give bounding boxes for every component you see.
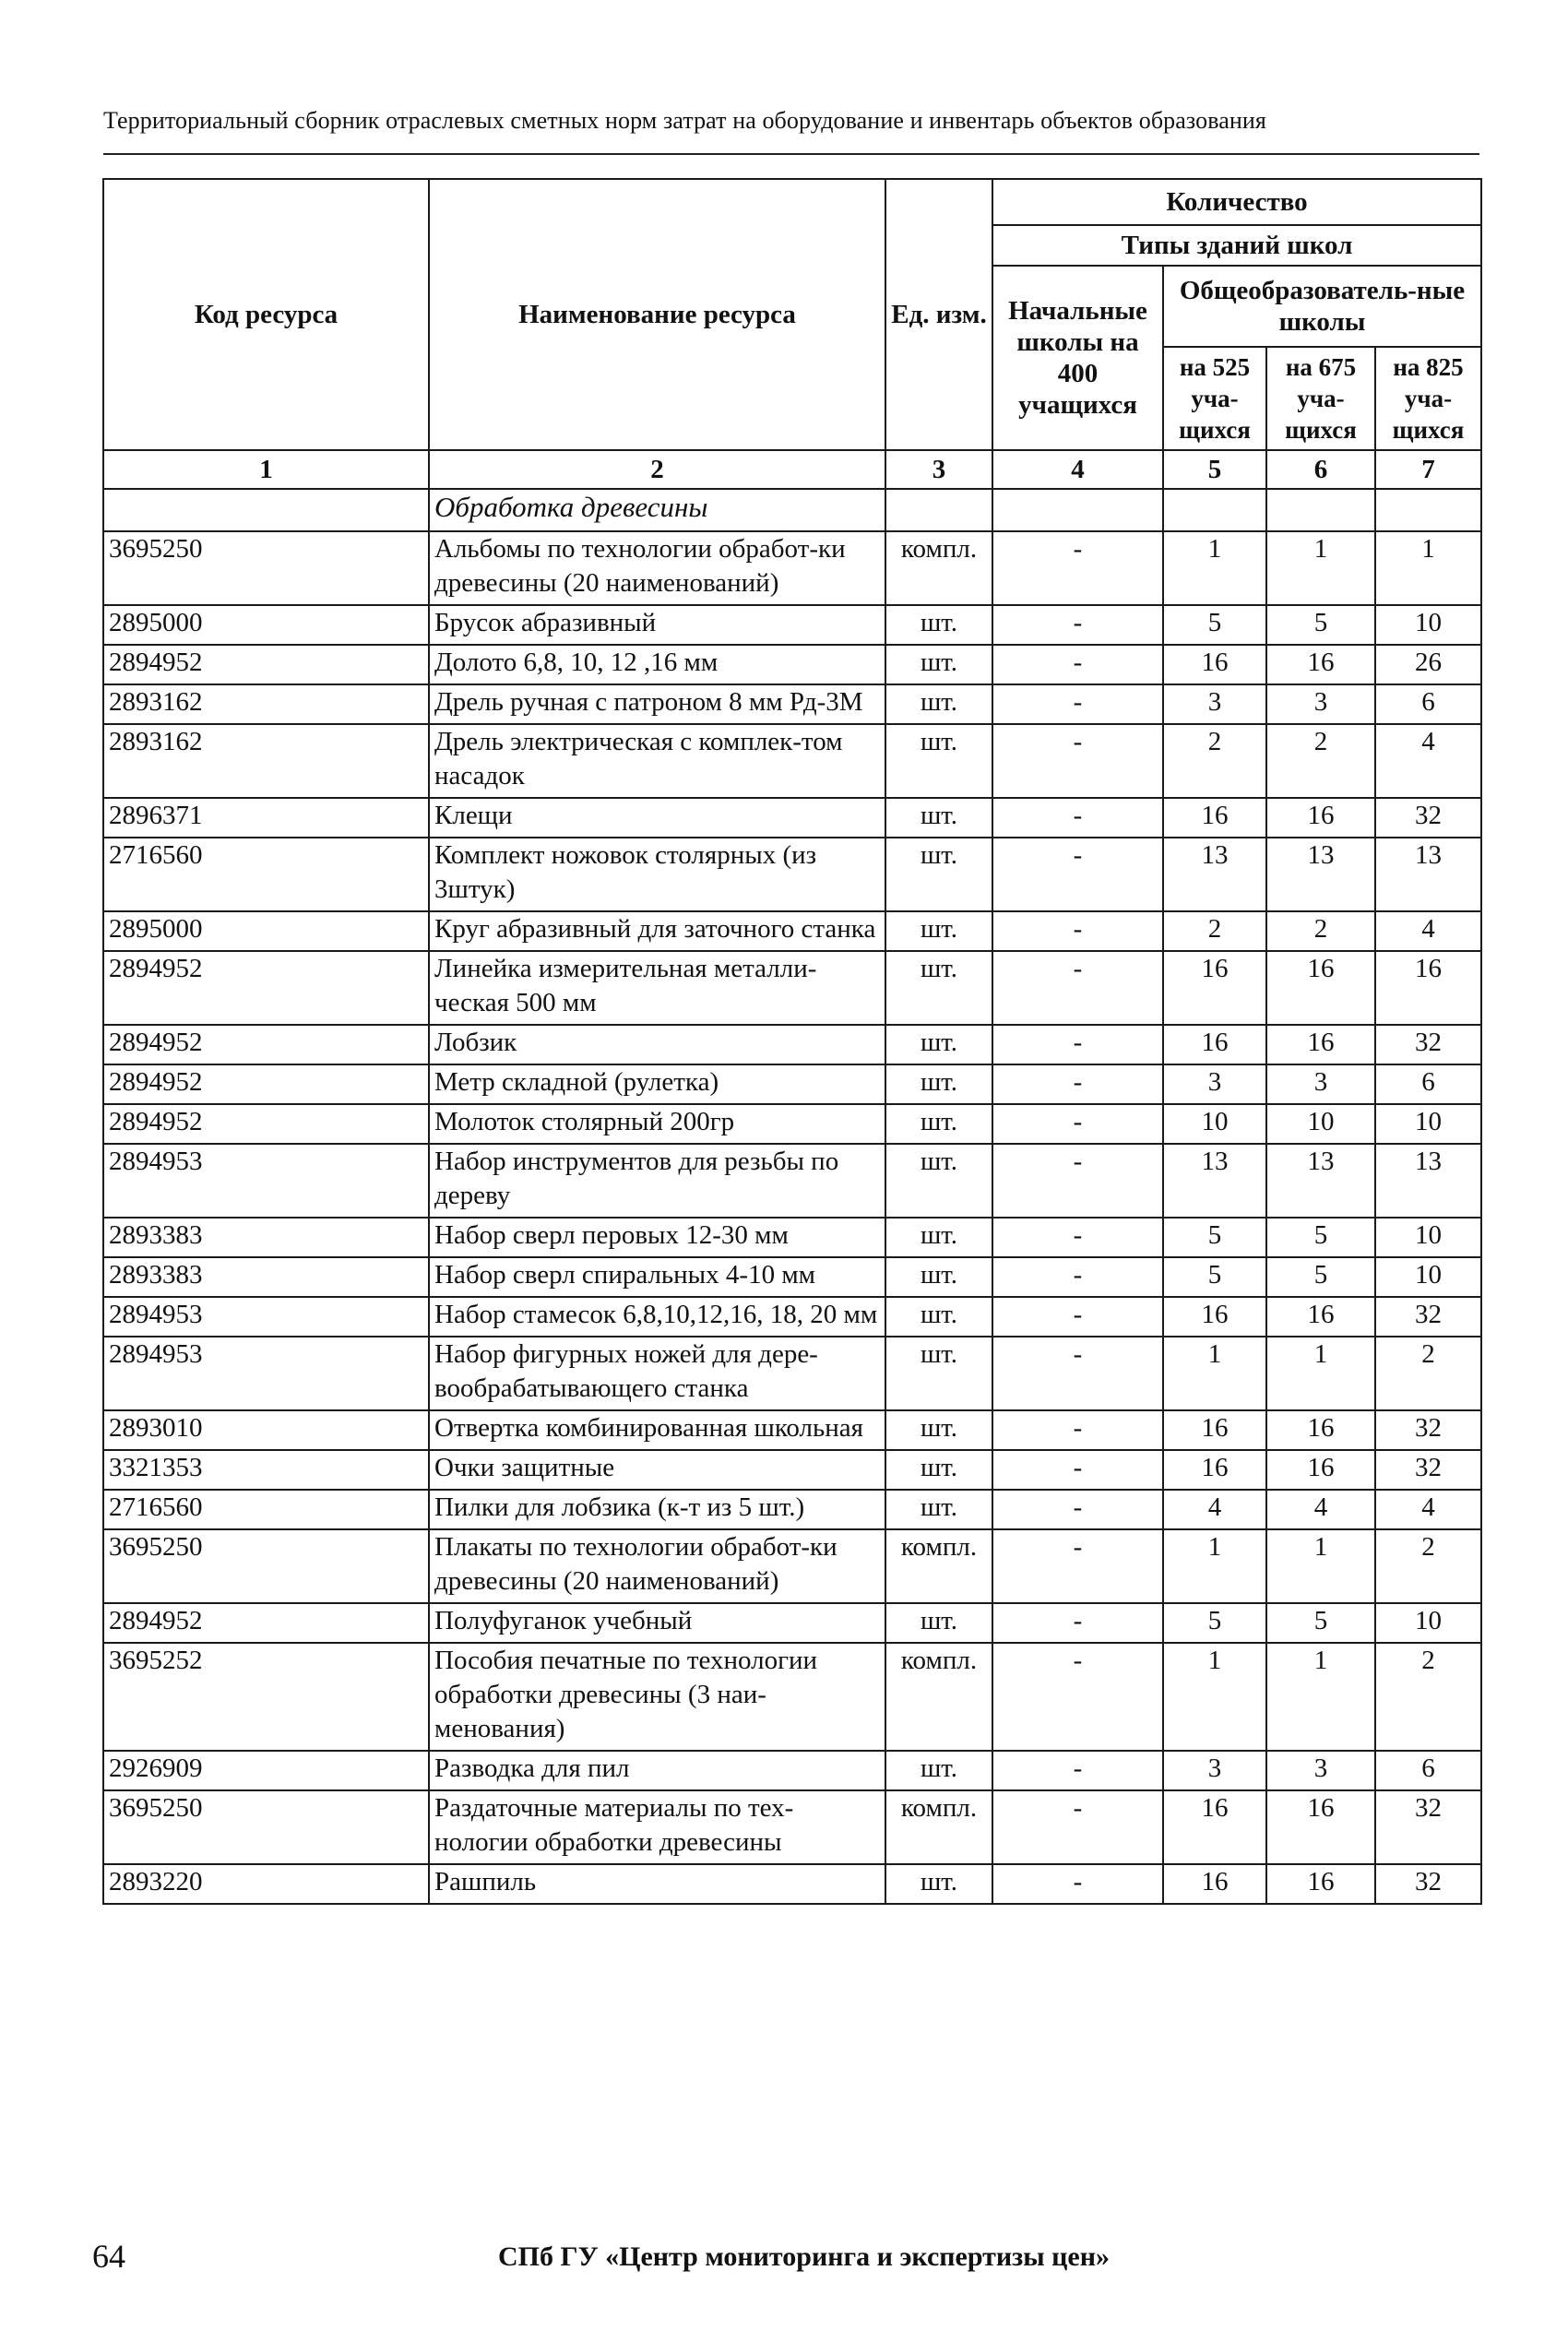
row-name: Дрель электрическая с комплек-том насадок — [429, 724, 885, 798]
row-code: 3695250 — [103, 1790, 429, 1864]
row-qty-825: 4 — [1375, 724, 1481, 798]
row-qty-675: 16 — [1266, 1790, 1375, 1864]
row-qty-825: 2 — [1375, 1529, 1481, 1603]
row-unit: шт. — [885, 798, 992, 838]
row-qty-675: 16 — [1266, 1025, 1375, 1064]
row-primary-qty: - — [992, 724, 1163, 798]
row-name: Пилки для лобзика (к-т из 5 шт.) — [429, 1490, 885, 1529]
row-unit: шт. — [885, 911, 992, 951]
row-qty-525: 5 — [1163, 1218, 1266, 1257]
header-building-types: Типы зданий школ — [992, 225, 1481, 266]
row-unit: шт. — [885, 1144, 992, 1218]
row-unit: шт. — [885, 1257, 992, 1297]
row-primary-qty: - — [992, 1297, 1163, 1337]
row-name: Клещи — [429, 798, 885, 838]
row-qty-525: 3 — [1163, 684, 1266, 724]
row-primary-qty: - — [992, 798, 1163, 838]
row-code: 2894952 — [103, 951, 429, 1025]
table-row — [103, 1490, 1481, 1529]
column-number: 7 — [1375, 450, 1481, 489]
column-number-row — [103, 450, 1481, 489]
row-unit: шт. — [885, 838, 992, 911]
row-code: 2893383 — [103, 1257, 429, 1297]
row-qty-675: 5 — [1266, 1257, 1375, 1297]
row-qty-825: 32 — [1375, 1025, 1481, 1064]
row-qty-675: 16 — [1266, 1450, 1375, 1490]
header-primary-schools: Начальные школы на 400 учащихся — [992, 266, 1163, 450]
row-primary-qty: - — [992, 911, 1163, 951]
row-primary-qty: - — [992, 605, 1163, 645]
row-unit: компл. — [885, 1643, 992, 1751]
row-qty-525: 16 — [1163, 645, 1266, 684]
row-qty-525: 16 — [1163, 951, 1266, 1025]
row-qty-675: 4 — [1266, 1490, 1375, 1529]
row-qty-525: 10 — [1163, 1104, 1266, 1144]
row-qty-675: 5 — [1266, 1218, 1375, 1257]
row-unit: шт. — [885, 1751, 992, 1790]
row-qty-525: 1 — [1163, 1529, 1266, 1603]
row-name: Брусок абразивный — [429, 605, 885, 645]
row-primary-qty: - — [992, 1337, 1163, 1410]
row-primary-qty: - — [992, 1410, 1163, 1450]
row-qty-825: 32 — [1375, 1297, 1481, 1337]
header-525: на 525 уча-щихся — [1163, 347, 1266, 450]
row-qty-825: 2 — [1375, 1337, 1481, 1410]
row-qty-675: 16 — [1266, 645, 1375, 684]
header-quantity: Количество — [992, 179, 1481, 225]
row-code: 2894952 — [103, 1104, 429, 1144]
row-primary-qty: - — [992, 1790, 1163, 1864]
empty-cell — [885, 489, 992, 531]
row-qty-675: 1 — [1266, 1337, 1375, 1410]
row-primary-qty: - — [992, 1064, 1163, 1104]
row-qty-825: 4 — [1375, 911, 1481, 951]
table-row — [103, 684, 1481, 724]
row-code: 2926909 — [103, 1751, 429, 1790]
empty-cell — [992, 489, 1163, 531]
row-qty-675: 2 — [1266, 724, 1375, 798]
table-row — [103, 1790, 1481, 1864]
header-675: на 675 уча-щихся — [1266, 347, 1375, 450]
row-qty-525: 5 — [1163, 605, 1266, 645]
row-qty-675: 2 — [1266, 911, 1375, 951]
row-qty-525: 16 — [1163, 1410, 1266, 1450]
row-unit: шт. — [885, 1218, 992, 1257]
row-name: Комплект ножовок столярных (из 3штук) — [429, 838, 885, 911]
row-qty-675: 16 — [1266, 951, 1375, 1025]
row-primary-qty: - — [992, 1529, 1163, 1603]
table-row — [103, 1257, 1481, 1297]
row-code: 2716560 — [103, 838, 429, 911]
empty-cell — [1163, 489, 1266, 531]
row-code: 2894953 — [103, 1144, 429, 1218]
table-row — [103, 1751, 1481, 1790]
row-unit: шт. — [885, 1337, 992, 1410]
row-qty-675: 3 — [1266, 1751, 1375, 1790]
row-qty-675: 16 — [1266, 1297, 1375, 1337]
row-qty-825: 13 — [1375, 1144, 1481, 1218]
row-unit: шт. — [885, 724, 992, 798]
row-qty-825: 1 — [1375, 531, 1481, 605]
row-name: Дрель ручная с патроном 8 мм Рд-3М — [429, 684, 885, 724]
row-unit: шт. — [885, 605, 992, 645]
row-qty-525: 3 — [1163, 1064, 1266, 1104]
row-qty-525: 5 — [1163, 1603, 1266, 1643]
row-qty-525: 5 — [1163, 1257, 1266, 1297]
row-qty-675: 13 — [1266, 838, 1375, 911]
row-primary-qty: - — [992, 838, 1163, 911]
row-name: Набор фигурных ножей для дере-вообрабатывающего станка — [429, 1337, 885, 1410]
row-qty-825: 6 — [1375, 1064, 1481, 1104]
table-row — [103, 1337, 1481, 1410]
row-qty-825: 32 — [1375, 1864, 1481, 1904]
row-qty-825: 10 — [1375, 1218, 1481, 1257]
row-name: Альбомы по технологии обработ-ки древесины (20 наименований) — [429, 531, 885, 605]
table-row — [103, 1864, 1481, 1904]
row-code: 2893010 — [103, 1410, 429, 1450]
row-qty-825: 13 — [1375, 838, 1481, 911]
row-qty-525: 13 — [1163, 838, 1266, 911]
section-title: Обработка древесины — [429, 489, 885, 531]
row-name: Пособия печатные по технологии обработки древесины (3 наи-менования) — [429, 1643, 885, 1751]
row-qty-675: 13 — [1266, 1144, 1375, 1218]
row-unit: шт. — [885, 1410, 992, 1450]
row-unit: компл. — [885, 1790, 992, 1864]
row-unit: шт. — [885, 684, 992, 724]
row-name: Очки защитные — [429, 1450, 885, 1490]
row-qty-675: 3 — [1266, 684, 1375, 724]
row-qty-825: 10 — [1375, 605, 1481, 645]
empty-cell — [103, 489, 429, 531]
row-unit: компл. — [885, 1529, 992, 1603]
row-qty-675: 5 — [1266, 605, 1375, 645]
row-qty-675: 1 — [1266, 1529, 1375, 1603]
row-primary-qty: - — [992, 1490, 1163, 1529]
table-row — [103, 1603, 1481, 1643]
row-primary-qty: - — [992, 531, 1163, 605]
row-qty-525: 3 — [1163, 1751, 1266, 1790]
row-name: Рашпиль — [429, 1864, 885, 1904]
row-code: 2894953 — [103, 1297, 429, 1337]
table-row — [103, 951, 1481, 1025]
row-name: Набор инструментов для резьбы по дереву — [429, 1144, 885, 1218]
row-unit: шт. — [885, 1603, 992, 1643]
row-unit: шт. — [885, 1064, 992, 1104]
row-code: 3695250 — [103, 531, 429, 605]
row-primary-qty: - — [992, 1751, 1163, 1790]
row-name: Полуфуганок учебный — [429, 1603, 885, 1643]
column-number: 1 — [103, 450, 429, 489]
table-row — [103, 1218, 1481, 1257]
row-qty-825: 6 — [1375, 1751, 1481, 1790]
row-name: Круг абразивный для заточного станка — [429, 911, 885, 951]
row-qty-675: 1 — [1266, 531, 1375, 605]
row-primary-qty: - — [992, 1218, 1163, 1257]
table-row — [103, 1064, 1481, 1104]
row-name: Набор сверл спиральных 4-10 мм — [429, 1257, 885, 1297]
empty-cell — [1375, 489, 1481, 531]
row-primary-qty: - — [992, 1450, 1163, 1490]
row-qty-675: 16 — [1266, 798, 1375, 838]
row-primary-qty: - — [992, 645, 1163, 684]
row-name: Набор стамесок 6,8,10,12,16, 18, 20 мм — [429, 1297, 885, 1337]
table-row — [103, 1297, 1481, 1337]
header-unit: Ед. изм. — [885, 179, 992, 450]
page-header: Территориальный сборник отраслевых сметных норм затрат на оборудование и инвентарь объектов образования — [103, 107, 1266, 134]
row-name: Раздаточные материалы по тех-нологии обработки древесины — [429, 1790, 885, 1864]
row-unit: шт. — [885, 1104, 992, 1144]
row-qty-825: 32 — [1375, 1410, 1481, 1450]
table-row — [103, 838, 1481, 911]
row-qty-525: 1 — [1163, 531, 1266, 605]
row-code: 2895000 — [103, 605, 429, 645]
row-unit: шт. — [885, 1450, 992, 1490]
row-unit: шт. — [885, 1864, 992, 1904]
row-qty-525: 1 — [1163, 1337, 1266, 1410]
column-number: 4 — [992, 450, 1163, 489]
table-row — [103, 645, 1481, 684]
row-unit: шт. — [885, 1490, 992, 1529]
table-body — [103, 450, 1481, 1904]
table-row — [103, 911, 1481, 951]
header-825: на 825 уча-щихся — [1375, 347, 1481, 450]
row-code: 2894952 — [103, 645, 429, 684]
row-qty-825: 32 — [1375, 1450, 1481, 1490]
row-primary-qty: - — [992, 1257, 1163, 1297]
empty-cell — [1266, 489, 1375, 531]
row-primary-qty: - — [992, 1643, 1163, 1751]
row-name: Разводка для пил — [429, 1751, 885, 1790]
row-qty-525: 16 — [1163, 1025, 1266, 1064]
row-name: Метр складной (рулетка) — [429, 1064, 885, 1104]
column-number: 6 — [1266, 450, 1375, 489]
row-code: 2894952 — [103, 1603, 429, 1643]
row-unit: шт. — [885, 1025, 992, 1064]
column-number: 5 — [1163, 450, 1266, 489]
section-row — [103, 489, 1481, 531]
row-code: 2894952 — [103, 1025, 429, 1064]
table-row — [103, 1643, 1481, 1751]
row-qty-525: 2 — [1163, 724, 1266, 798]
page-number: 64 — [92, 2238, 125, 2275]
row-primary-qty: - — [992, 1144, 1163, 1218]
header-rule — [103, 153, 1479, 155]
row-name: Отвертка комбинированная школьная — [429, 1410, 885, 1450]
row-primary-qty: - — [992, 1025, 1163, 1064]
row-qty-525: 16 — [1163, 1790, 1266, 1864]
row-qty-825: 10 — [1375, 1257, 1481, 1297]
table-row — [103, 1104, 1481, 1144]
row-qty-525: 4 — [1163, 1490, 1266, 1529]
row-name: Набор сверл перовых 12-30 мм — [429, 1218, 885, 1257]
row-code: 2893162 — [103, 684, 429, 724]
row-code: 2895000 — [103, 911, 429, 951]
row-qty-675: 3 — [1266, 1064, 1375, 1104]
header-name: Наименование ресурса — [429, 179, 885, 450]
row-code: 2716560 — [103, 1490, 429, 1529]
row-code: 2893383 — [103, 1218, 429, 1257]
row-qty-675: 10 — [1266, 1104, 1375, 1144]
column-number: 2 — [429, 450, 885, 489]
row-primary-qty: - — [992, 951, 1163, 1025]
table-row — [103, 531, 1481, 605]
row-unit: компл. — [885, 531, 992, 605]
row-qty-825: 26 — [1375, 645, 1481, 684]
row-qty-675: 1 — [1266, 1643, 1375, 1751]
row-qty-825: 6 — [1375, 684, 1481, 724]
row-qty-675: 16 — [1266, 1864, 1375, 1904]
header-general-schools: Общеобразователь-ные школы — [1163, 266, 1481, 347]
row-primary-qty: - — [992, 1864, 1163, 1904]
row-primary-qty: - — [992, 684, 1163, 724]
row-qty-825: 32 — [1375, 1790, 1481, 1864]
row-unit: шт. — [885, 951, 992, 1025]
row-qty-675: 16 — [1266, 1410, 1375, 1450]
row-qty-675: 5 — [1266, 1603, 1375, 1643]
table-row — [103, 1025, 1481, 1064]
footer-organization: СПб ГУ «Центр мониторинга и экспертизы цен» — [498, 2241, 1111, 2272]
row-code: 3695250 — [103, 1529, 429, 1603]
row-code: 3321353 — [103, 1450, 429, 1490]
row-code: 2894952 — [103, 1064, 429, 1104]
row-primary-qty: - — [992, 1104, 1163, 1144]
table-row — [103, 1144, 1481, 1218]
row-qty-525: 16 — [1163, 1864, 1266, 1904]
row-qty-525: 16 — [1163, 1297, 1266, 1337]
row-qty-525: 2 — [1163, 911, 1266, 951]
resource-table — [102, 178, 1482, 1905]
table-row — [103, 1450, 1481, 1490]
row-qty-525: 16 — [1163, 1450, 1266, 1490]
row-primary-qty: - — [992, 1603, 1163, 1643]
row-qty-825: 10 — [1375, 1104, 1481, 1144]
row-code: 2893220 — [103, 1864, 429, 1904]
table-row — [103, 724, 1481, 798]
row-qty-825: 2 — [1375, 1643, 1481, 1751]
row-name: Лобзик — [429, 1025, 885, 1064]
row-unit: шт. — [885, 645, 992, 684]
table-row — [103, 1410, 1481, 1450]
row-qty-825: 4 — [1375, 1490, 1481, 1529]
row-name: Плакаты по технологии обработ-ки древесины (20 наименований) — [429, 1529, 885, 1603]
row-qty-825: 16 — [1375, 951, 1481, 1025]
table-row — [103, 605, 1481, 645]
row-qty-525: 13 — [1163, 1144, 1266, 1218]
row-name: Линейка измерительная металли-ческая 500 мм — [429, 951, 885, 1025]
row-code: 2894953 — [103, 1337, 429, 1410]
row-qty-525: 16 — [1163, 798, 1266, 838]
row-name: Долото 6,8, 10, 12 ,16 мм — [429, 645, 885, 684]
row-name: Молоток столярный 200гр — [429, 1104, 885, 1144]
row-code: 3695252 — [103, 1643, 429, 1751]
header-code: Код ресурса — [103, 179, 429, 450]
table-row — [103, 1529, 1481, 1603]
row-qty-825: 32 — [1375, 798, 1481, 838]
column-number: 3 — [885, 450, 992, 489]
row-code: 2896371 — [103, 798, 429, 838]
row-code: 2893162 — [103, 724, 429, 798]
row-qty-825: 10 — [1375, 1603, 1481, 1643]
table-row — [103, 798, 1481, 838]
row-unit: шт. — [885, 1297, 992, 1337]
row-qty-525: 1 — [1163, 1643, 1266, 1751]
